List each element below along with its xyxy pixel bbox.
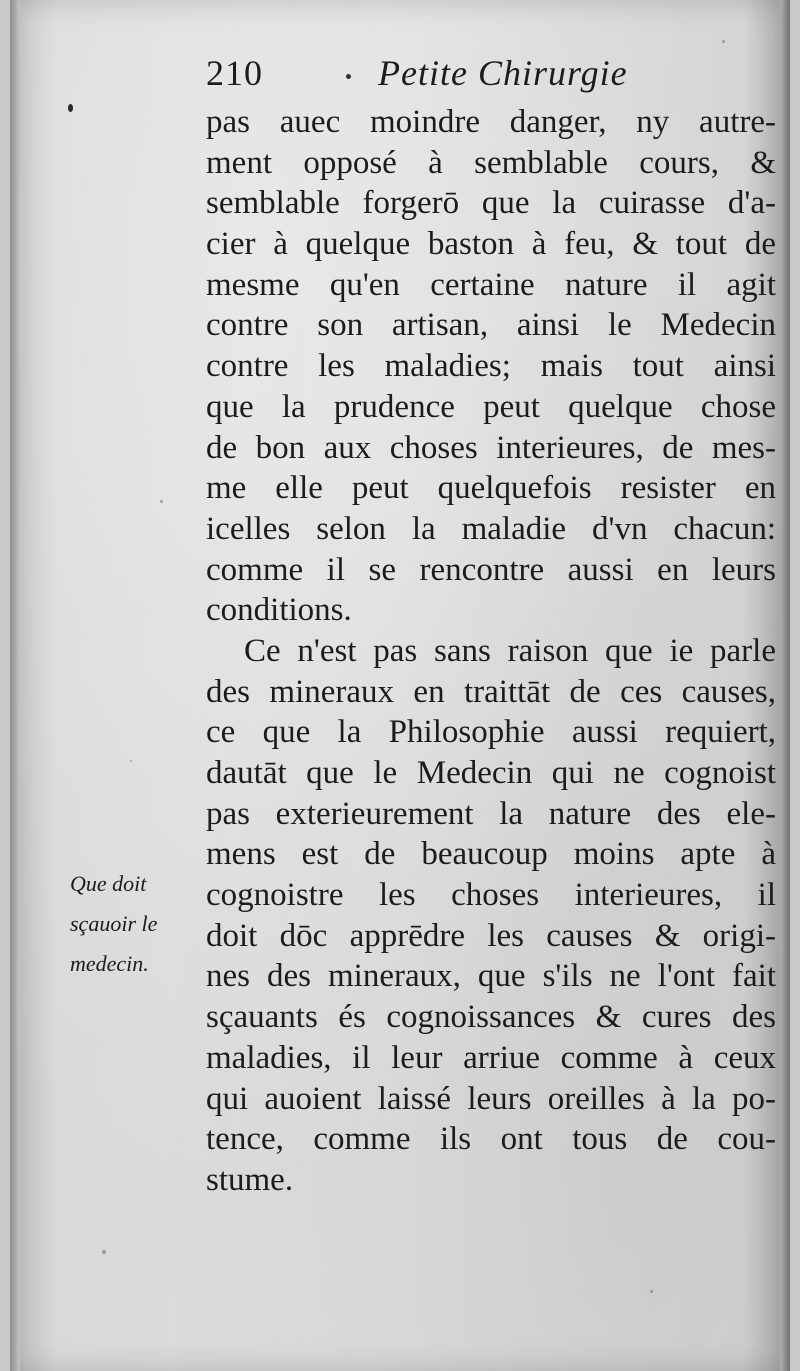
- text-line: contre son artisan, ainsi le Medecin: [206, 307, 776, 344]
- marginal-note-line: medecin.: [70, 951, 149, 976]
- body-text: [206, 102, 776, 1201]
- text-line: mesme qu'en certaine nature il agit: [206, 266, 776, 303]
- text-line: que la prudence peut quelque chose: [206, 388, 776, 425]
- text-line: des mineraux en traittāt de ces causes,: [206, 673, 776, 710]
- text-line: qui auoient laissé leurs oreilles à la po-: [206, 1080, 776, 1117]
- header-ornament-dot: [346, 74, 351, 79]
- marginal-note: [70, 864, 200, 984]
- text-line: ce que la Philosophie aussi requiert,: [206, 714, 776, 751]
- page-number: 210: [206, 53, 263, 93]
- text-line: pas auec moindre danger, ny autre-: [206, 104, 776, 140]
- paragraph: [206, 631, 776, 1201]
- page-left-edge: [10, 0, 20, 1371]
- text-line: mens est de beaucoup moins apte à: [206, 836, 776, 873]
- marginal-note-line: Que doit: [70, 871, 147, 896]
- text-line: nes des mineraux, que s'ils ne l'ont fait: [206, 958, 776, 995]
- text-line: cier à quelque baston à feu, & tout de: [206, 226, 776, 263]
- text-line: tence, comme ils ont tous de cou-: [206, 1121, 776, 1158]
- paper-speck: [160, 500, 163, 503]
- page-header: [206, 52, 676, 102]
- marginal-note-line: sçauoir le: [70, 911, 158, 936]
- text-line: contre les maladies; mais tout ainsi: [206, 348, 776, 385]
- running-head: Petite Chirurgie: [378, 53, 628, 93]
- text-line: icelles selon la maladie d'vn chacun:: [206, 510, 776, 547]
- page-right-edge: [780, 0, 790, 1371]
- text-line: semblable forgerō que la cuirasse d'a-: [206, 185, 776, 222]
- text-line: conditions.: [206, 592, 352, 629]
- text-line: maladies, il leur arriue comme à ceux: [206, 1039, 776, 1076]
- text-line: pas exterieurement la nature des ele-: [206, 795, 776, 832]
- paper-speck: [722, 40, 725, 43]
- paper-speck: [650, 1290, 653, 1293]
- paper-speck: [130, 760, 132, 762]
- text-line: sçauants és cognoissances & cures des: [206, 999, 776, 1036]
- paper-speck: [102, 1250, 106, 1254]
- text-line: cognoistre les choses interieures, il: [206, 877, 776, 914]
- text-line: doit dōc apprēdre les causes & origi-: [206, 917, 776, 954]
- ink-speck: [68, 104, 73, 112]
- text-line: de bon aux choses interieures, de mes-: [206, 429, 776, 466]
- paragraph: [206, 102, 776, 631]
- text-line: dautāt que le Medecin qui ne cognoist: [206, 755, 776, 791]
- text-line: comme il se rencontre aussi en leurs: [206, 551, 776, 588]
- text-line: me elle peut quelquefois resister en: [206, 470, 776, 507]
- text-line: Ce n'est pas sans raison que ie parle: [244, 632, 776, 669]
- text-line: stume.: [206, 1161, 294, 1198]
- text-line: ment opposé à semblable cours, &: [206, 144, 776, 181]
- book-page: [10, 0, 790, 1371]
